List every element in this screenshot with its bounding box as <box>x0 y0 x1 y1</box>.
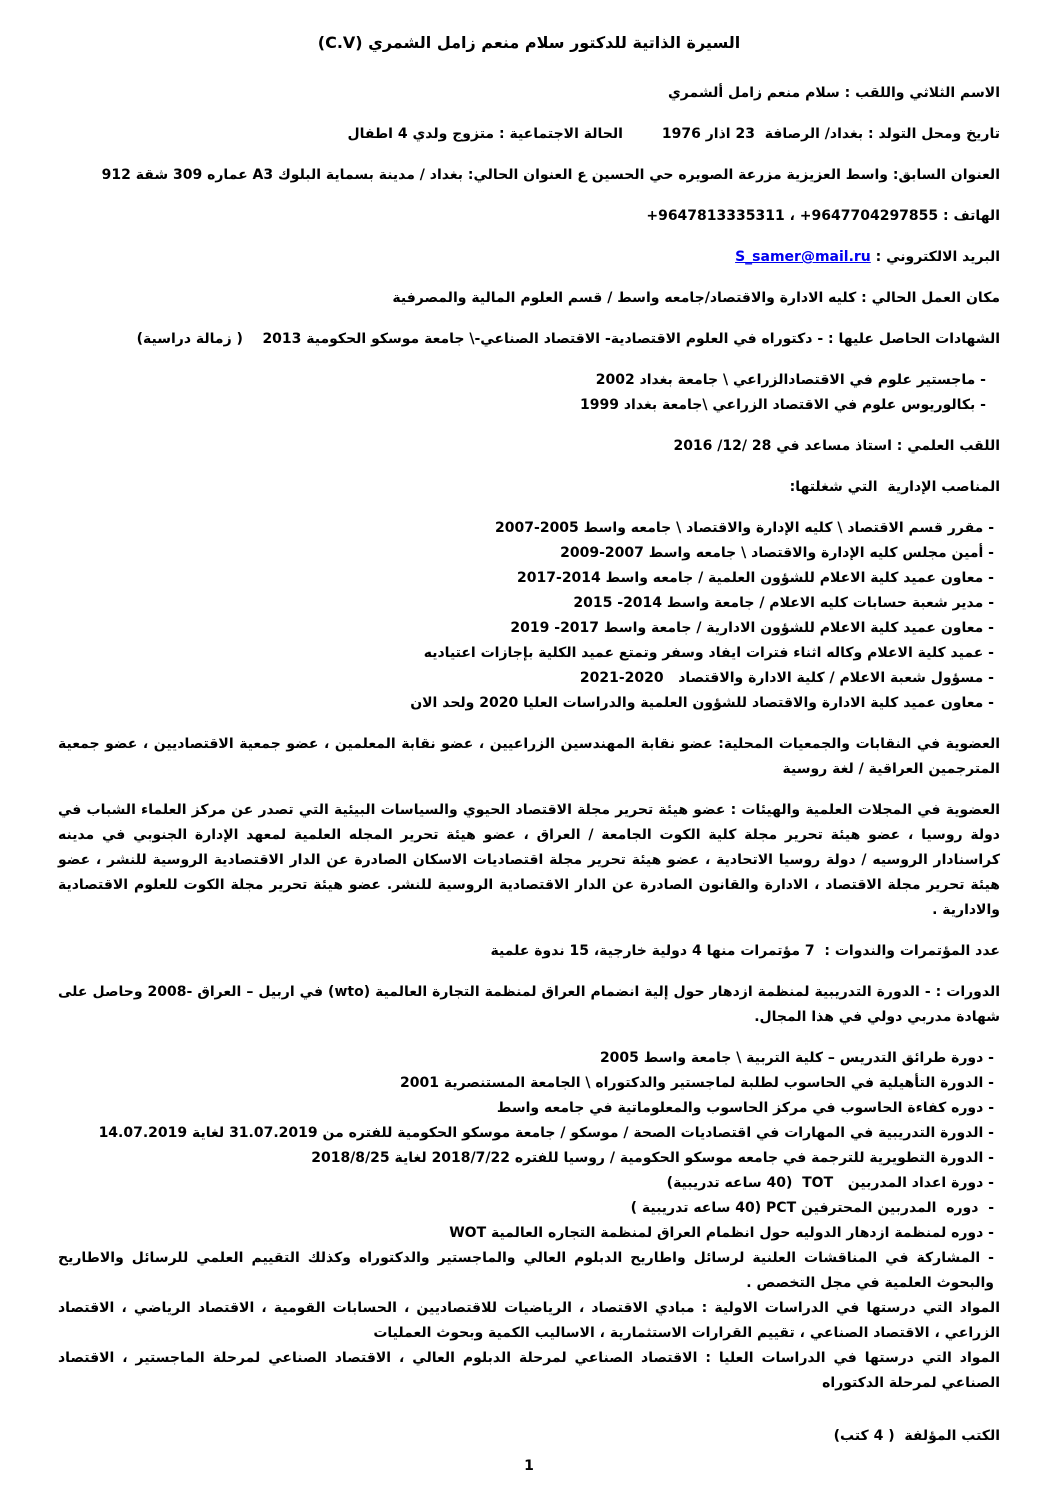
position-item: - مقرر قسم الاقتصاد \ كليه الإدارة والاقتصاد \ جامعه واسط 2005‏-2007 <box>495 520 994 536</box>
position-item: - معاون عميد كلية الادارة والاقتصاد للشؤون العلمية والدراسات العليا 2020 ولحد الان <box>410 695 994 711</box>
course-item: - الدورة التدريبية في المهارات في اقتصاديات الصحة / موسكو / جامعة موسكو الحكومية للفتره من 31.07.2019 لغاية 14.07.2019 <box>98 1125 994 1141</box>
birth-marital-line: تاريخ ومحل التولد : بغداد/ الرصافة 23 اذار 1976 الحالة الاجتماعية : متزوج ولدي 4 اطفال <box>347 126 1000 142</box>
degree-item: - بكالوريوس علوم في الاقتصاد الزراعي \جامعة بغداد 1999 <box>580 397 986 413</box>
position-item: - عميد كلية الاعلام وكاله اثناء فترات ايفاد وسفر وتمتع عميد الكلية بإجازات اعتياديه <box>423 645 994 661</box>
books-heading: الكتب المؤلفة ( 4 كتب) <box>833 1428 1000 1444</box>
position-item: - أمين مجلس كليه الإدارة والاقتصاد \ جامعه واسط 2007‏-2009 <box>560 545 994 561</box>
subjects-undergrad: المواد التي درستها في الدراسات الاولية : مبادي الاقتصاد ، الرياضيات للاقتصاديين ، الحسابات القومية ، الاقتصاد الرياضي ، الاقتصاد الزراعي ، الاقتصاد الصناعي ، تقييم القرارات الاستثمارية ، الاساليب الكمية وبحوث العمليات <box>58 1300 1000 1341</box>
memberships-journals: العضوية في المجلات العلمية والهيئات : عضو هيئة تحرير مجلة الاقتصاد الحيوي والسياسات البيئية التي تصدر عن مركز العلماء الشباب في دولة روسيا ، عضو هيئة تحرير مجلة كلية الكوت الجامعة / العراق ، عضو هيئة تحرير المجله العلمية لمعهد الإدارة الجنوبي في مدينه كراسنادار الروسيه / دولة روسيا الاتحادية ، عضو هيئة تحرير مجلة اقتصاديات الاسكان الصادرة عن الدار الاقتصادية الروسية للنشر ، عضو هيئة تحرير مجلة الاقتصاد ، الادارة والقانون الصادرة عن الدار الاقتصادية الروسية للنشر. عضو هيئة تحرير مجلة الكوت للعلوم الاقتصادية والادارية . <box>58 802 1000 918</box>
email-link[interactable]: S_samer@mail.ru <box>735 249 871 265</box>
workplace-line: مكان العمل الحالي : كليه الادارة والاقتصاد/جامعه واسط / قسم العلوم المالية والمصرفية <box>392 290 1000 306</box>
course-item: - دوره لمنظمة ازدهار الدوليه حول انظمام العراق لمنظمة التجاره العالمية WOT <box>449 1225 994 1241</box>
degrees-list <box>58 368 1000 418</box>
memberships-local: العضوية في النقابات والجمعيات المحلية: عضو نقابة المهندسين الزراعيين ، عضو نقابة المعلمين ، عضو جمعية الاقتصاديين ، عضو جمعية المترجمين العراقية / لغة روسية <box>58 736 1000 777</box>
position-item: - معاون عميد كلية الاعلام للشؤون الادارية / جامعة واسط 2017‏- 2019 <box>510 620 994 636</box>
position-item: - مسؤول شعبة الاعلام / كلية الادارة والاقتصاد 2020‏-2021 <box>579 670 994 686</box>
email-label: البريد الالكتروني : <box>870 249 1000 265</box>
course-item: - دوره كفاءة الحاسوب في مركز الحاسوب والمعلوماتية في جامعه واسط <box>496 1100 994 1116</box>
name-line: الاسم الثلاثي واللقب : سلام منعم زامل ألشمري <box>667 85 1000 101</box>
address-line: العنوان السابق: واسط العزيزية مزرعة الصويره حي الحسين ع العنوان الحالي: بغداد / مدينة بسماية البلوك A3 عماره 309 شقة 912 <box>101 167 1000 183</box>
academic-title-line: اللقب العلمي : استاذ مساعد في 28 /12/ 2016 <box>673 438 1000 454</box>
positions-heading: المناصب الإدارية التي شغلتها: <box>789 479 1000 495</box>
course-item: - دورة اعداد المدربين TOT (40 ساعه تدريبية) <box>666 1175 994 1191</box>
course-item: - دورة طرائق التدريس – كلية التربية \ جامعة واسط 2005 <box>599 1050 994 1066</box>
course-item: - الدورة التأهيلية في الحاسوب لطلبة لماجستير والدكتوراه \ الجامعة المستنصرية 2001 <box>399 1075 994 1091</box>
page-number: 1 <box>524 1458 534 1474</box>
course-item: - دوره المدربين المحترفين PCT (40 ساعه تدريبية ) <box>630 1200 994 1216</box>
courses-intro: الدورات : - الدورة التدريبية لمنظمة ازدهار حول إلية انضمام العراق لمنظمة التجارة العالمية (wto) في اربيل – العراق -2008 وحاصل على شهادة مدربي دولي في هذا المجال. <box>58 984 1001 1025</box>
subjects-postgrad: المواد التي درستها في الدراسات العليا : الاقتصاد الصناعي لمرحلة الدبلوم العالي ، الاقتصاد الصناعي لمرحلة الماجستير ، الاقتصاد الصناعي لمرحلة الدكتوراه <box>58 1350 1000 1391</box>
degree-item: - ماجستير علوم في الاقتصادالزراعي \ جامعة بغداد 2002 <box>595 372 986 388</box>
email-line <box>58 245 1000 270</box>
page-title: السيرة الذاتية للدكتور سلام منعم زامل الشمري (C.V) <box>317 33 741 52</box>
phone-line: الهاتف : 9647704297855+ ، 9647813335311+ <box>646 208 1000 224</box>
positions-list <box>58 516 1000 716</box>
position-item: - معاون عميد كلية الاعلام للشؤون العلمية / جامعه واسط 2014‏-2017 <box>517 570 994 586</box>
certificates-line: الشهادات الحاصل عليها : - دكتوراه في العلوم الاقتصادية- الاقتصاد الصناعي-\ جامعة موسكو الحكومية 2013 ( زمالة دراسية) <box>136 331 1000 347</box>
course-item: - الدورة التطويرية للترجمة في جامعه موسكو الحكومية / روسيا للفتره 2018/7/22 لغاية 2018/8/25 <box>311 1150 994 1166</box>
position-item: - مدير شعبة حسابات كليه الاعلام / جامعة واسط 2014‏- 2015 <box>573 595 994 611</box>
conferences-line: عدد المؤتمرات والندوات : 7 مؤتمرات منها 4 دولية خارجية، 15 ندوة علمية <box>490 943 1000 959</box>
course-item: - المشاركة في المناقشات العلنية لرسائل واطاريح الدبلوم العالي والماجستير والدكتوراه وكذلك التقييم العلمي للرسائل والاطاريح والبحوث العلمية في مجل التخصص . <box>53 1250 994 1291</box>
courses-list <box>53 1046 1000 1296</box>
